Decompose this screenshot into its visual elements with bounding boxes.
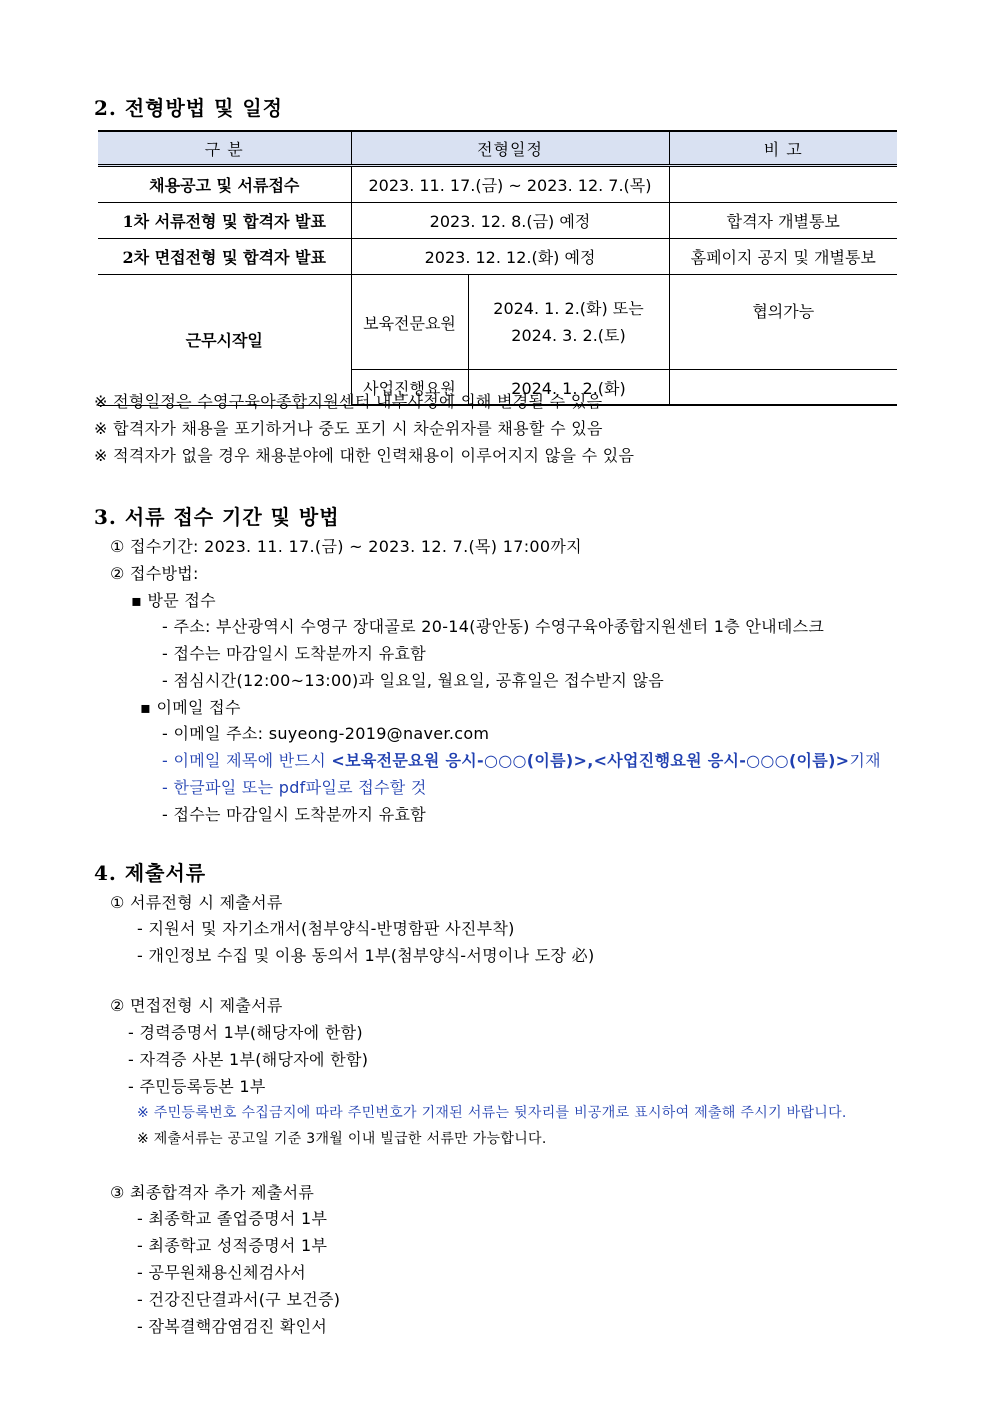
visit-title: ▪ 방문 접수 [131, 591, 216, 610]
doc2-item: - 경력증명서 1부(해당자에 한함) [128, 1023, 363, 1042]
date-childcare-line2: 2024. 3. 2.(토) [511, 326, 626, 345]
table-row [98, 275, 897, 370]
section-4-heading: 4. 제출서류 [94, 861, 207, 885]
section-3-heading: 3. 서류 접수 기간 및 방법 [94, 505, 340, 529]
row-note [669, 166, 897, 203]
email-subject-prefix: - 이메일 제목에 반드시 [162, 751, 332, 770]
schedule-table [98, 130, 897, 406]
table-row [98, 239, 897, 275]
header-schedule: 전형일정 [351, 131, 669, 166]
date-project: 2024. 1. 2.(화) [468, 370, 669, 406]
role-childcare: 보육전문요원 [351, 275, 468, 370]
doc3-item: - 최종학교 성적증명서 1부 [137, 1236, 328, 1255]
doc1-item: - 개인정보 수집 및 이용 동의서 1부(첨부양식-서명이나 도장 必) [137, 946, 595, 965]
role-project: 사업진행요원 [351, 370, 468, 406]
email-valid: - 접수는 마감일시 도착분까지 유효함 [162, 805, 426, 824]
visit-item: - 접수는 마감일시 도착분까지 유효함 [162, 644, 426, 663]
doc2-note-validity: ※ 제출서류는 공고일 기준 3개월 이내 빌급한 서류만 가능합니다. [137, 1131, 547, 1147]
table-header-row [98, 131, 897, 166]
header-remarks: 비 고 [669, 131, 897, 166]
email-file-format: - 한글파일 또는 pdf파일로 접수할 것 [162, 778, 427, 797]
schedule-note: ※ 합격자가 채용을 포기하거나 중도 포기 시 차순위자를 채용할 수 있음 [94, 419, 603, 438]
row-date: 2023. 11. 17.(금) ~ 2023. 12. 7.(목) [351, 166, 669, 203]
doc3-item: - 잠복결핵감염검진 확인서 [137, 1317, 328, 1336]
email-address: - 이메일 주소: suyeong-2019@naver.com [162, 724, 490, 743]
email-subject-suffix: 기재 [849, 751, 881, 770]
date-childcare [468, 275, 669, 370]
row-date: 2023. 12. 12.(화) 예정 [351, 239, 669, 275]
doc2-note-privacy: ※ 주민등록번호 수집금지에 따라 주민번호가 기재된 서류는 뒷자리를 비공개로 표시하여 제출해 주시기 바랍니다. [137, 1105, 847, 1121]
note-childcare: 협의가능 [669, 275, 897, 370]
doc1-item: - 지원서 및 자기소개서(첨부양식-반명함판 사진부착) [137, 919, 515, 938]
doc3-item: - 최종학교 졸업증명서 1부 [137, 1209, 328, 1228]
row-label: 채용공고 및 서류접수 [98, 166, 351, 203]
email-subject-format: <보육전문요원 응시-○○○(이름)>,<사업진행요원 응시-○○○(이름)> [331, 751, 850, 770]
doc3-title: ③ 최종합격자 추가 제출서류 [110, 1183, 315, 1202]
doc2-item: - 주민등록등본 1부 [128, 1077, 266, 1096]
schedule-note: ※ 적격자가 없을 경우 채용분야에 대한 인력채용이 이루어지지 않을 수 있음 [94, 446, 635, 465]
note-project [669, 370, 897, 406]
visit-item: - 주소: 부산광역시 수영구 장대골로 20-14(광안동) 수영구육아종합지원센터 1층 안내데스크 [162, 617, 825, 636]
email-subject [162, 748, 881, 771]
application-period: ① 접수기간: 2023. 11. 17.(금) ~ 2023. 12. 7.(목) 17:00까지 [110, 537, 582, 556]
doc3-item: - 공무원채용신체검사서 [137, 1263, 307, 1282]
doc3-item: - 건강진단결과서(구 보건증) [137, 1290, 341, 1309]
row-label: 2차 면접전형 및 합격자 발표 [98, 239, 351, 275]
schedule-note: ※ 전형일정은 수영구육아종합지원센터 내부사정에 의해 변경될 수 있음 [94, 392, 603, 411]
visit-item: - 점심시간(12:00~13:00)과 일요일, 월요일, 공휴일은 접수받지 않음 [162, 671, 665, 690]
doc2-title: ② 면접전형 시 제출서류 [110, 996, 283, 1015]
row-note: 합격자 개별통보 [669, 203, 897, 239]
table-row [98, 166, 897, 203]
table-row [98, 203, 897, 239]
doc1-title: ① 서류전형 시 제출서류 [110, 893, 283, 912]
application-method: ② 접수방법: [110, 564, 199, 583]
header-category: 구 분 [98, 131, 351, 166]
work-start-label: 근무시작일 [98, 275, 351, 406]
doc2-item: - 자격증 사본 1부(해당자에 한함) [128, 1050, 369, 1069]
email-title: ▪ 이메일 접수 [140, 698, 241, 717]
section-2-heading: 2. 전형방법 및 일정 [94, 96, 284, 120]
row-label: 1차 서류전형 및 합격자 발표 [98, 203, 351, 239]
date-childcare-line1: 2024. 1. 2.(화) 또는 [493, 299, 644, 318]
row-date: 2023. 12. 8.(금) 예정 [351, 203, 669, 239]
row-note: 홈페이지 공지 및 개별통보 [669, 239, 897, 275]
